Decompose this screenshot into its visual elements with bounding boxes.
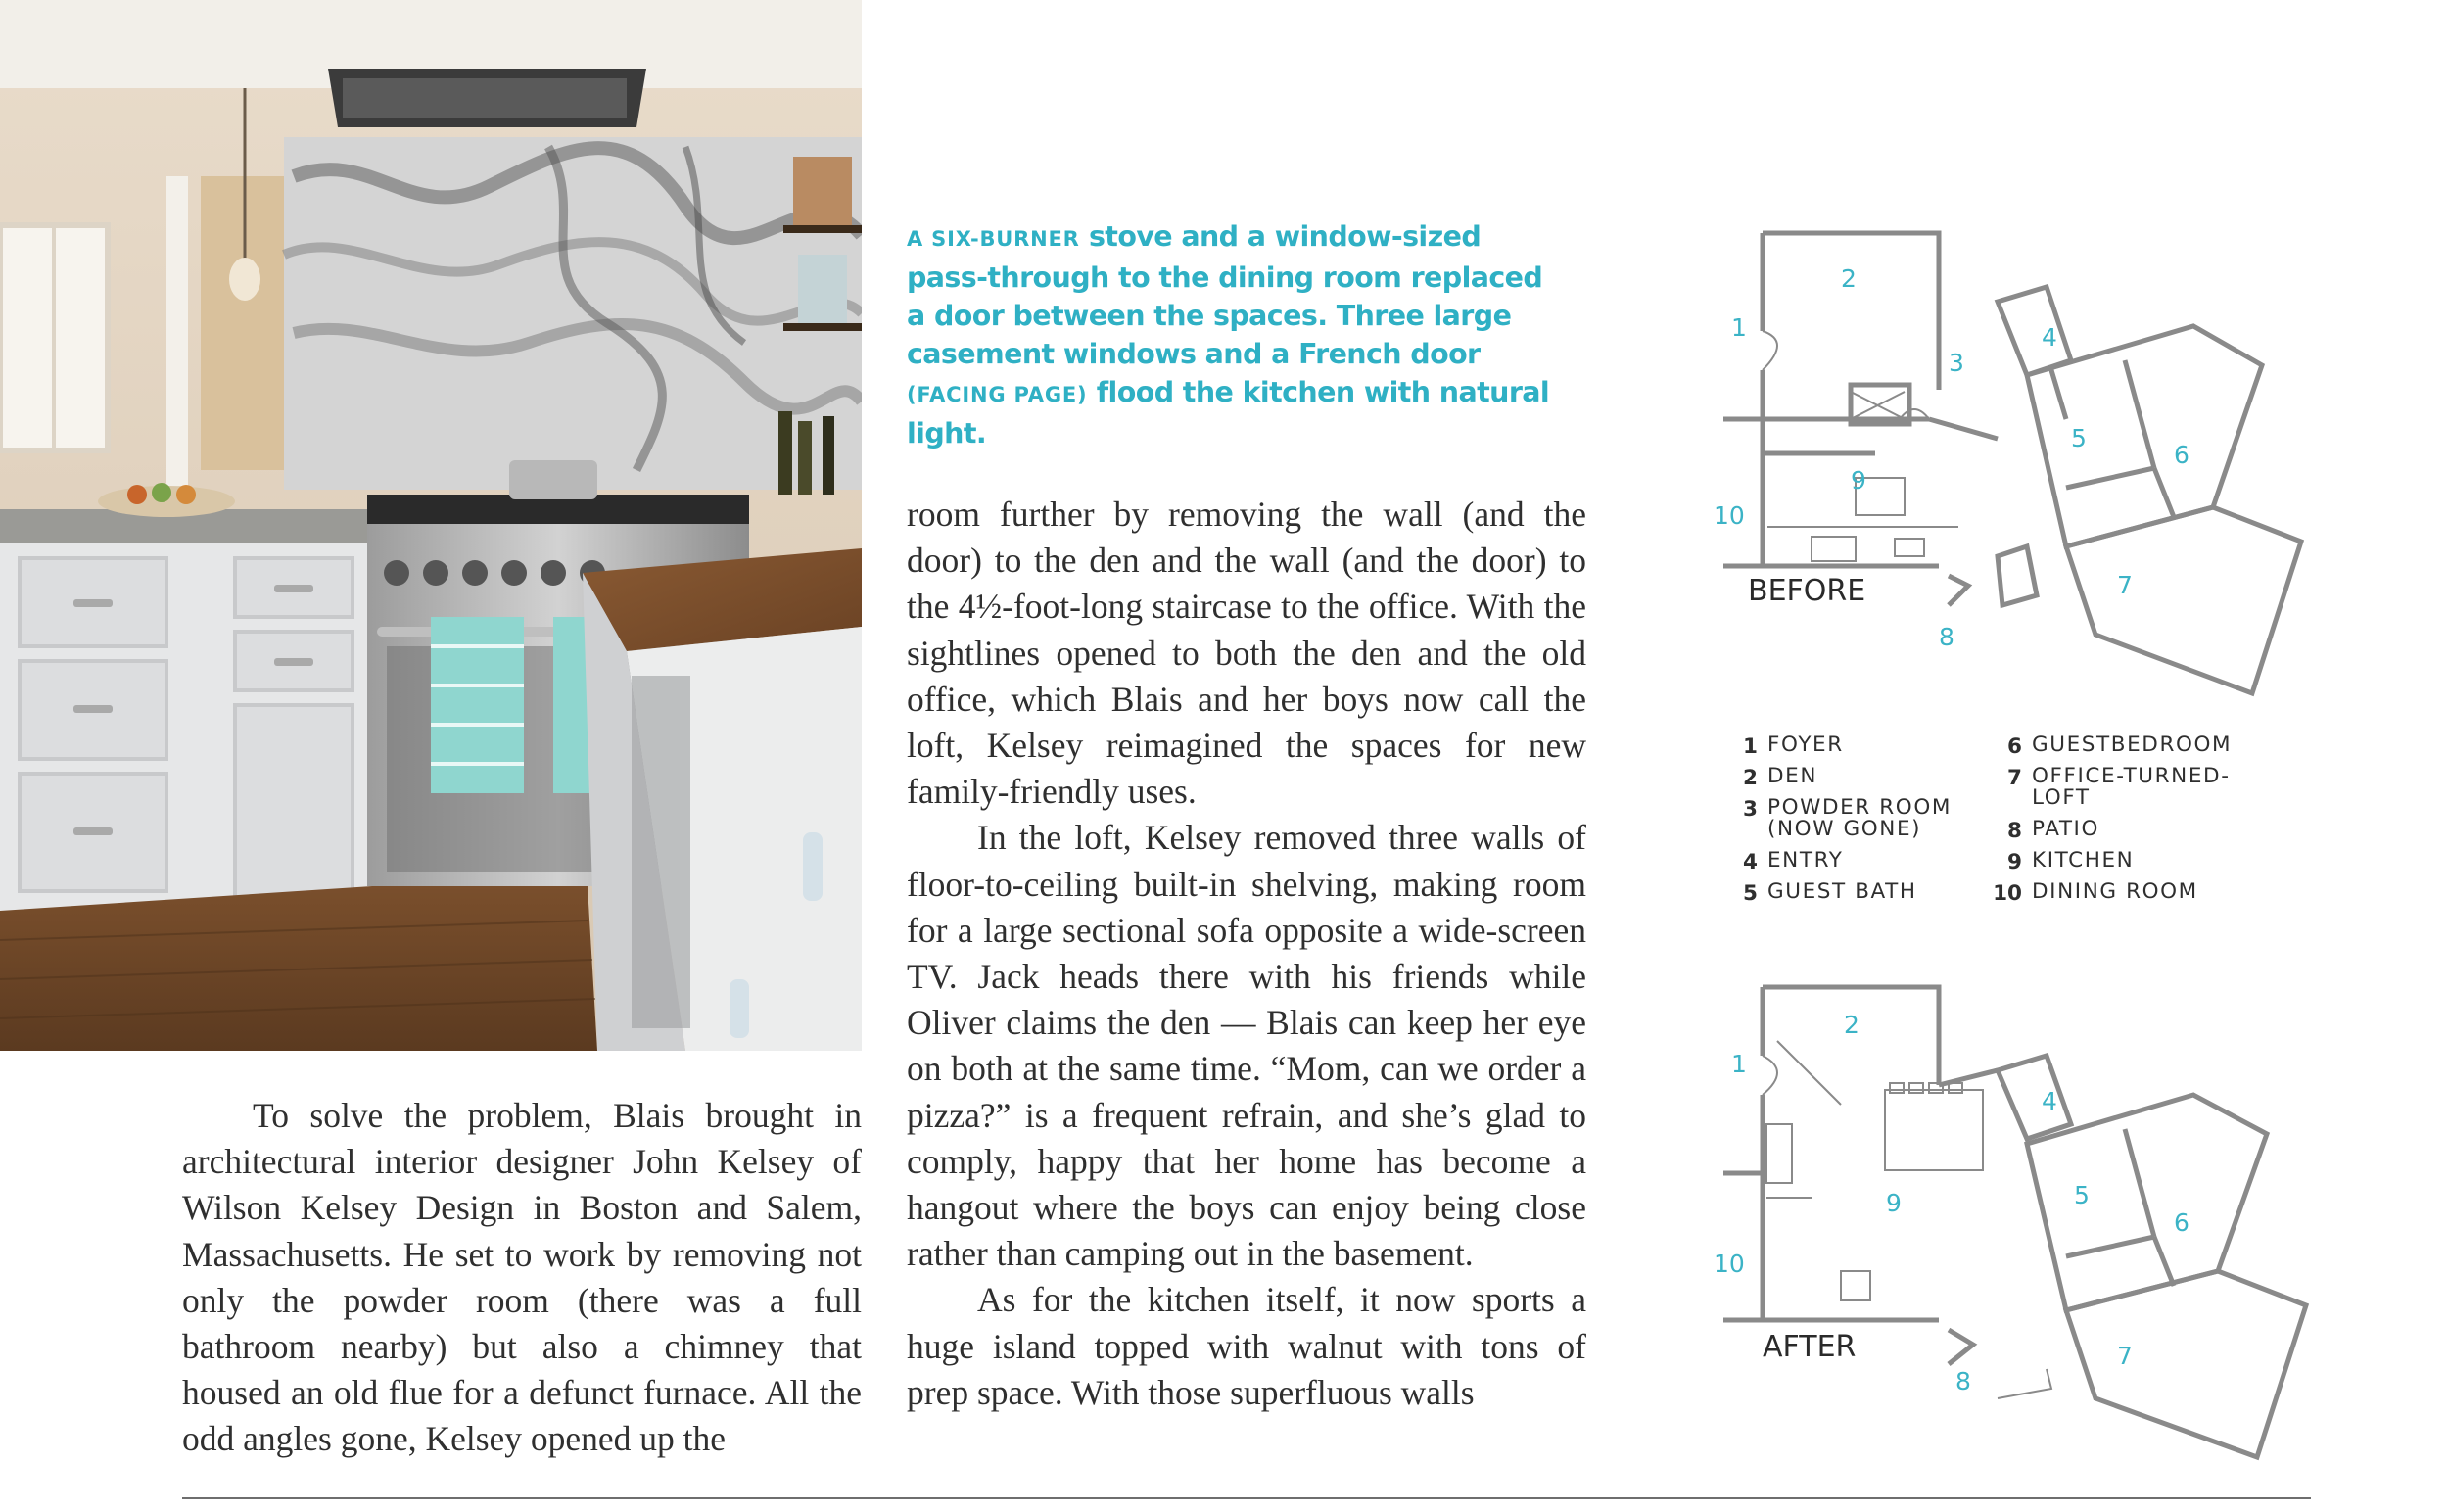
legend-number: 5 [1743, 881, 1758, 906]
floor-plan-before [1704, 223, 2330, 713]
body-column-2 [907, 492, 1586, 1416]
room-number: 4 [2042, 323, 2057, 352]
legend-label: OFFICE-TURNED- [2032, 764, 2231, 788]
legend-label: ENTRY [1767, 848, 1844, 873]
legend-number: 7 [2007, 766, 2022, 790]
room-number: 10 [1714, 501, 1745, 530]
legend-item [1983, 766, 2296, 819]
room-number: 10 [1714, 1250, 1745, 1278]
kitchen-photo [0, 0, 862, 1051]
floor-plan-before-drawing [1704, 223, 2330, 713]
legend-label: POWDER ROOM [1767, 795, 1952, 820]
room-number: 6 [2174, 1208, 2189, 1237]
body-column-1 [182, 1093, 862, 1463]
legend-number: 9 [2007, 850, 2022, 874]
legend-label: GUESTBEDROOM [2032, 732, 2233, 757]
room-number: 9 [1886, 1189, 1902, 1217]
legend-number: 4 [1743, 850, 1758, 874]
legend-label-line2: LOFT [2032, 785, 2091, 810]
plan-legend-right [1983, 734, 2296, 913]
body-paragraph: As for the kitchen itself, it now sports a huge island topped with walnut with tons of prep space. With those superfluous walls [907, 1280, 1586, 1412]
legend-label: DINING ROOM [2032, 879, 2198, 904]
legend-item [1983, 819, 2296, 850]
legend-number: 1 [1743, 734, 1758, 759]
room-number: 7 [2117, 571, 2133, 599]
room-number: 3 [1949, 349, 1964, 377]
legend-label: GUEST BATH [1767, 879, 1917, 904]
room-number: 5 [2074, 1181, 2090, 1209]
room-number: 5 [2071, 424, 2087, 452]
room-number: 7 [2117, 1342, 2133, 1370]
room-number: 1 [1731, 313, 1747, 342]
legend-item [1983, 881, 2296, 913]
room-number: 8 [1939, 623, 1954, 651]
legend-item [1983, 850, 2296, 881]
legend-number: 3 [1743, 797, 1758, 822]
legend-number: 6 [2007, 734, 2022, 759]
caption-text-2: flood the kitchen with natural light. [907, 376, 1550, 449]
plan-label-before: BEFORE [1748, 574, 1866, 608]
floor-plan-after-drawing [1704, 977, 2330, 1467]
body-paragraph: To solve the problem, Blais brought in architectural interior designer John Kelsey of Wilson Kelsey Design in Boston and Salem, Massachusetts. He set to work by removing not only the powder room (there was a full bathroom nearby) but also a chimney that housed an old flue for a defunct furnace. All the odd angles gone, Kelsey opened up the [182, 1096, 862, 1459]
caption-lead: A SIX-BURNER [907, 227, 1080, 251]
legend-label-line2: (NOW GONE) [1767, 817, 1922, 841]
legend-label: PATIO [2032, 817, 2100, 841]
photo-caption [907, 217, 1553, 452]
room-number: 2 [1841, 264, 1857, 293]
plan-label-after: AFTER [1763, 1330, 1857, 1364]
room-number: 2 [1844, 1011, 1860, 1039]
body-paragraph: In the loft, Kelsey removed three walls of floor-to-ceiling built-in shelving, making room for a large sectional sofa opposite a wide-screen TV. Jack heads there with his friends while Oliver claims the den — Blais can keep her eye on both at the same time. “Mom, can we order a pizza?” is a frequent refrain, and she’s glad to comply, happy that her home has become a hangout where the boys can enjoy being close rather than camping out in the basement. [907, 818, 1586, 1274]
legend-item [1983, 734, 2296, 766]
legend-number: 2 [1743, 766, 1758, 790]
footer-rule [182, 1497, 2311, 1499]
legend-label: FOYER [1767, 732, 1844, 757]
legend-number: 10 [1993, 881, 2022, 906]
legend-label: DEN [1767, 764, 1818, 788]
room-number: 1 [1731, 1050, 1747, 1078]
caption-ref: (FACING PAGE) [907, 383, 1088, 406]
room-number: 6 [2174, 441, 2189, 469]
floor-plan-after [1704, 977, 2330, 1467]
caption-text-1: stove and a window-sized pass-through to the dining room replaced a door between the spaces. Three large casement windows and a French door [907, 220, 1543, 370]
room-number: 8 [1955, 1367, 1971, 1395]
body-paragraph: room further by removing the wall (and the door) to the den and the wall (and the door) to the 4½-foot-long staircase to the office. With the sightlines opened to both the den and the old office, which Blais and her boys now call the loft, Kelsey reimagined the spaces for new family-friendly uses. [907, 495, 1586, 812]
room-number: 9 [1851, 466, 1866, 495]
legend-label: KITCHEN [2032, 848, 2135, 873]
room-number: 4 [2042, 1087, 2057, 1115]
legend-number: 8 [2007, 819, 2022, 843]
